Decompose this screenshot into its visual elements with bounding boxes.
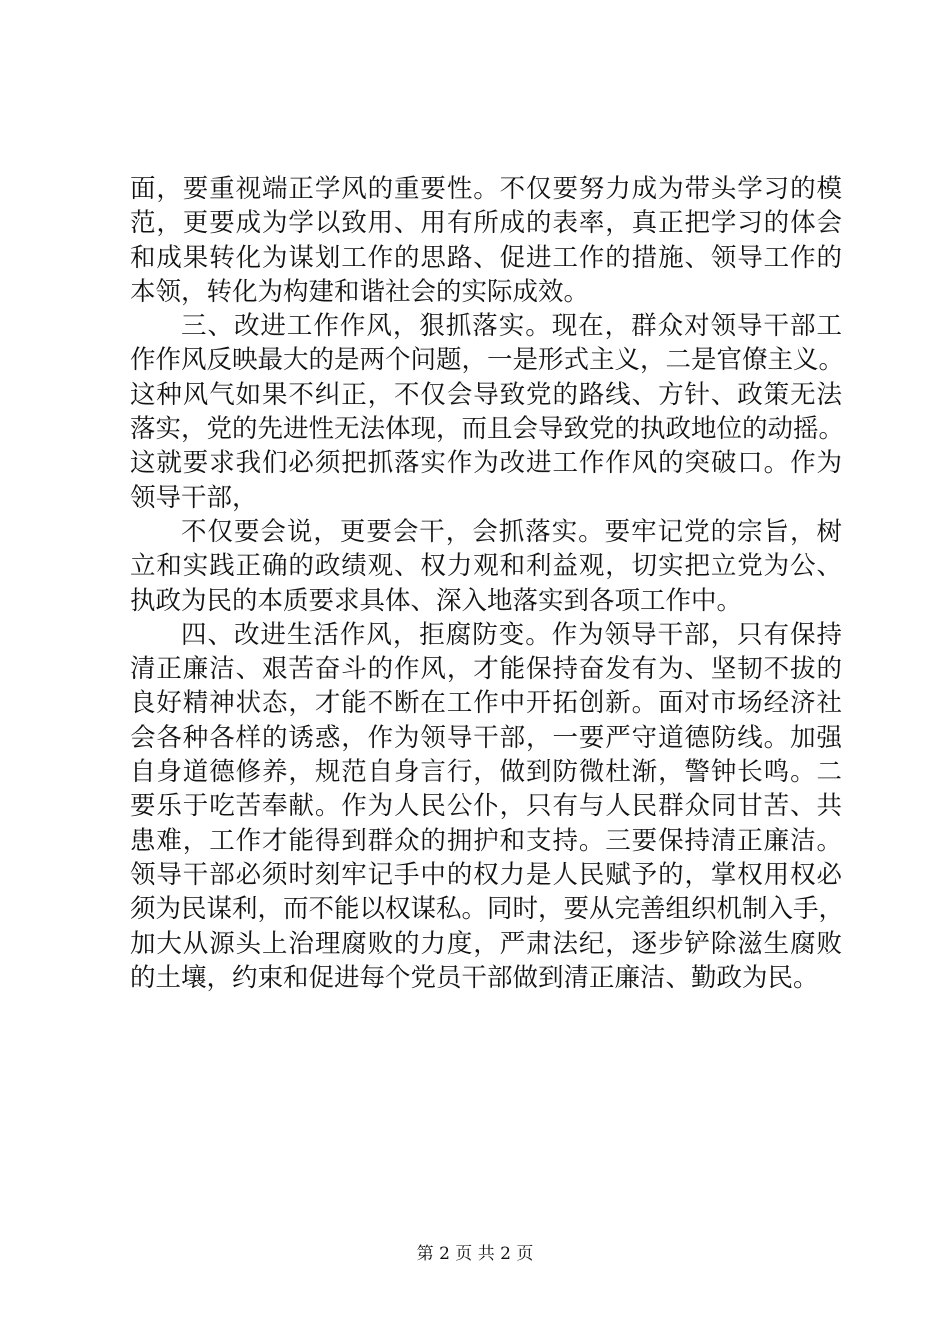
text-line: 的土壤，约束和促进每个党员干部做到清正廉洁、勤政为民。 [130, 962, 819, 993]
text-line: 立和实践正确的政绩观、权力观和利益观，切实把立党为公、 [130, 551, 842, 582]
page-footer [0, 1243, 950, 1265]
text-line: 落实，党的先进性无法体现，而且会导致党的执政地位的动摇。 [130, 414, 845, 445]
text-line: 四、改进生活作风，拒腐防变。作为领导干部，只有保持 [181, 619, 842, 650]
text-line: 执政为民的本质要求具体、深入地落实到各项工作中。 [130, 585, 743, 616]
text-line: 作作风反映最大的是两个问题，一是形式主义，二是官僚主义。 [130, 345, 845, 376]
body-text [130, 172, 845, 995]
text-line: 自身道德修养，规范自身言行，做到防微杜渐，警钟长鸣。二 [130, 757, 842, 788]
text-line: 要乐于吃苦奉献。作为人民公仆，只有与人民群众同甘苦、共 [130, 791, 842, 822]
text-line: 这种风气如果不纠正，不仅会导致党的路线、方针、政策无法 [130, 379, 842, 410]
text-line: 不仅要会说，更要会干，会抓落实。要牢记党的宗旨，树 [181, 516, 842, 547]
text-line: 本领，转化为构建和谐社会的实际成效。 [130, 276, 590, 307]
text-line: 患难，工作才能得到群众的拥护和支持。三要保持清正廉洁。 [130, 825, 842, 856]
text-line: 领导干部必须时刻牢记手中的权力是人民赋予的，掌权用权必 [130, 859, 842, 890]
text-line: 面，要重视端正学风的重要性。不仅要努力成为带头学习的模 [130, 174, 842, 204]
text-line: 须为民谋利，而不能以权谋私。同时，要从完善组织机制入手， [130, 894, 845, 925]
text-line: 良好精神状态，才能不断在工作中开拓创新。面对市场经济社 [130, 688, 842, 719]
text-line: 这就要求我们必须把抓落实作为改进工作作风的突破口。作为 [130, 448, 842, 479]
text-line: 范，更要成为学以致用、用有所成的表率，真正把学习的体会 [130, 208, 842, 239]
text-line: 三、改进工作作风，狠抓落实。现在，群众对领导干部工 [181, 311, 842, 342]
text-line: 会各种各样的诱惑，作为领导干部，一要严守道德防线。加强 [130, 722, 842, 753]
text-line: 清正廉洁、艰苦奋斗的作风，才能保持奋发有为、坚韧不拔的 [130, 654, 842, 685]
page-number-label: 第 2 页 共 2 页 [416, 1244, 534, 1264]
text-line: 领导干部， [130, 482, 258, 513]
text-line: 加大从源头上治理腐败的力度，严肃法纪，逐步铲除滋生腐败 [130, 928, 842, 959]
text-line: 和成果转化为谋划工作的思路、促进工作的措施、领导工作的 [130, 242, 842, 273]
